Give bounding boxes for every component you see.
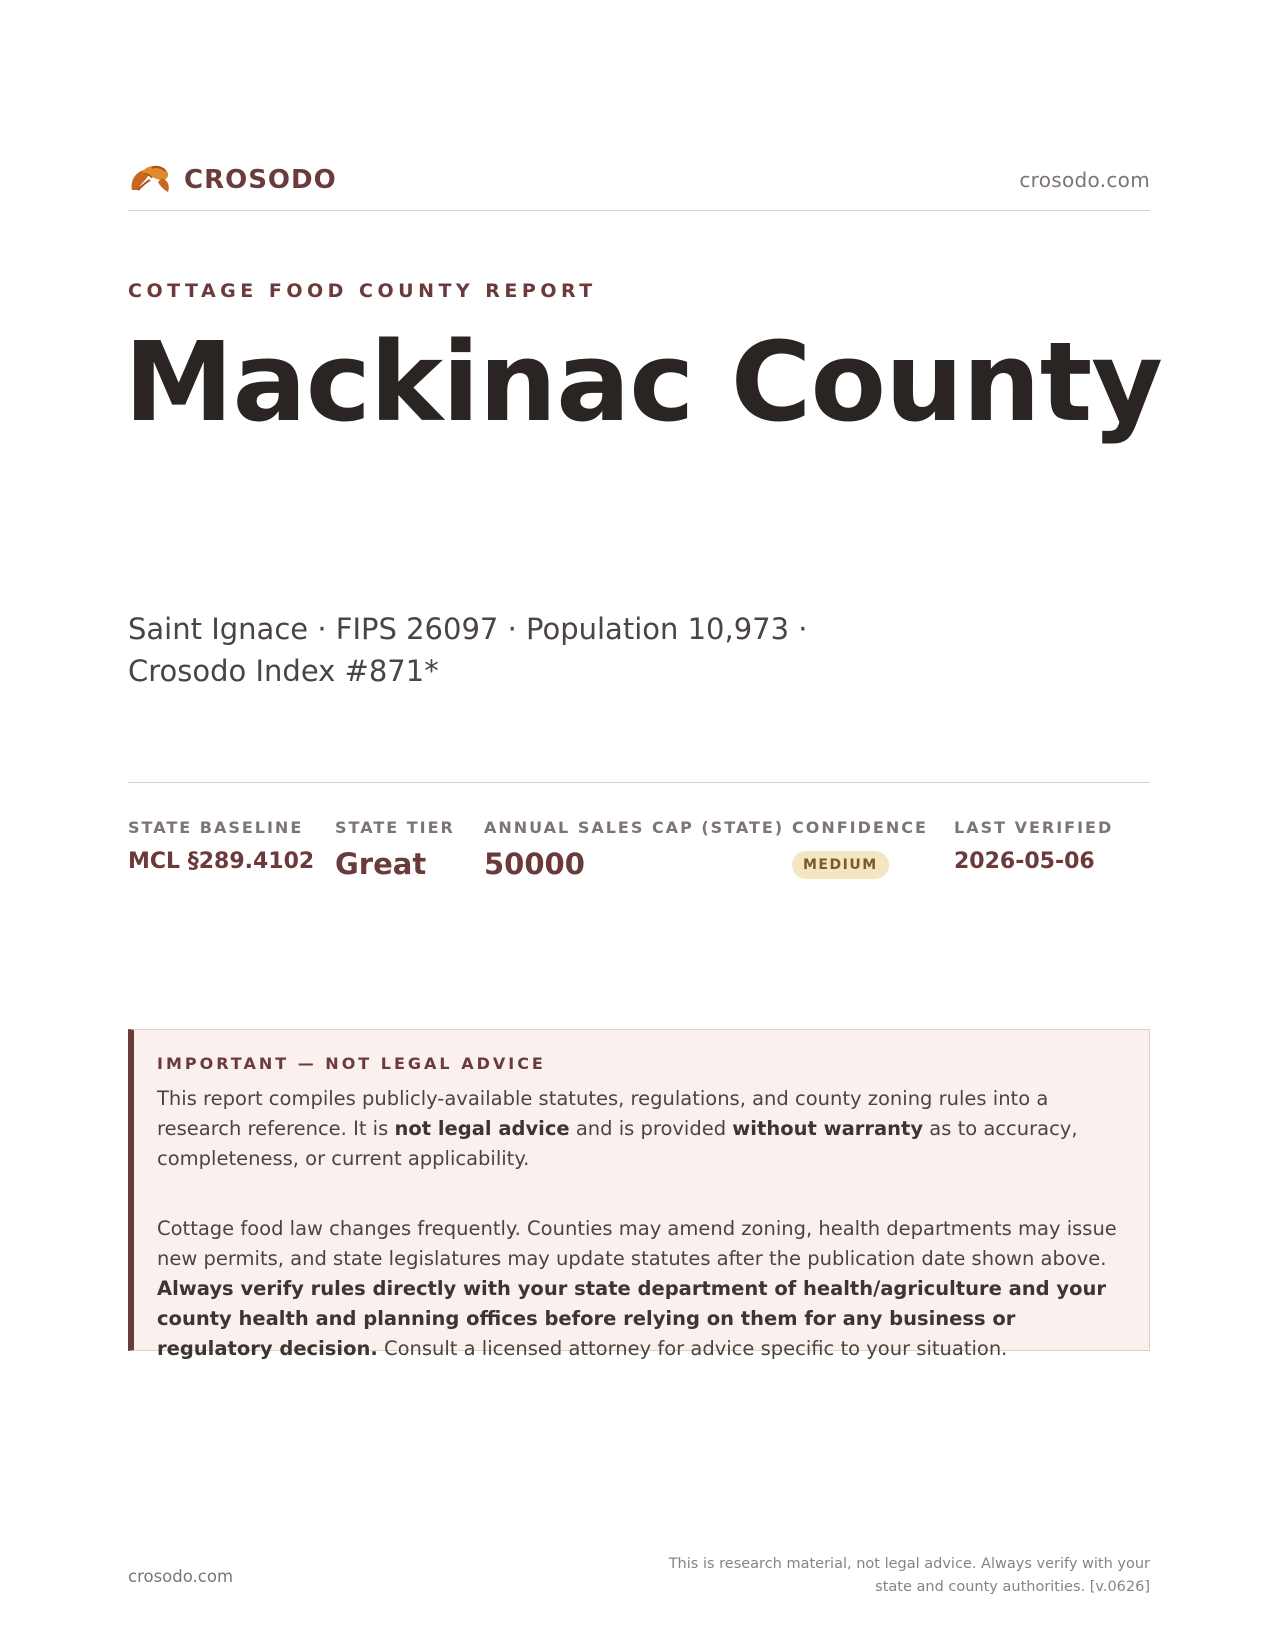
stats-divider xyxy=(128,782,1150,783)
notice-text: This report compiles publicly-available statutes, regulations, and county zoning rules into a research reference. It is xyxy=(157,1087,1049,1140)
croissant-icon xyxy=(128,160,172,200)
notice-text: and is provided xyxy=(569,1117,733,1140)
site-url[interactable]: crosodo.com xyxy=(1019,168,1150,192)
notice-emphasis: without warranty xyxy=(732,1117,924,1140)
stat-label: STATE TIER xyxy=(335,818,455,837)
confidence-badge: MEDIUM xyxy=(792,851,889,879)
notice-emphasis: not legal advice xyxy=(394,1117,570,1140)
legal-notice xyxy=(128,1029,1150,1360)
county-subtitle: Saint Ignace · FIPS 26097 · Population 10,973 · Crosodo Index #871* xyxy=(128,612,808,688)
stat-label: ANNUAL SALES CAP (STATE) xyxy=(484,818,785,837)
report-page xyxy=(124,0,1163,1650)
notice-text: Consult a licensed attorney for advice specific to your situation. xyxy=(377,1337,1008,1360)
notice-emphasis: Always verify rules directly with your state department of health/agriculture and your county health and planning offices before relying on them for any business or regulatory decision. xyxy=(157,1277,1107,1360)
stat-value: 2026-05-06 xyxy=(954,849,1095,874)
stat-label: CONFIDENCE xyxy=(792,818,928,837)
brand-name[interactable]: CROSODO xyxy=(184,165,337,195)
stat-last-verified xyxy=(954,818,1113,874)
stat-state-tier xyxy=(335,818,455,881)
notice-paragraph-1 xyxy=(157,1084,1122,1174)
stat-label: LAST VERIFIED xyxy=(954,818,1114,837)
stat-label: STATE BASELINE xyxy=(128,818,304,837)
header-divider xyxy=(128,210,1150,211)
stats-row xyxy=(128,818,1150,898)
notice-text: Cottage food law changes frequently. Counties may amend zoning, health departments may issue new permits, and state legislatures may update statutes after the publication date shown above. xyxy=(157,1217,1117,1270)
stat-value: Great xyxy=(335,847,427,881)
stat-value: 50000 xyxy=(484,847,585,881)
page-title: Mackinac County xyxy=(124,318,1163,446)
notice-heading: IMPORTANT — NOT LEGAL ADVICE xyxy=(157,1054,546,1073)
page-header xyxy=(128,160,1150,200)
stat-annual-sales-cap xyxy=(484,818,784,881)
stat-value: MCL §289.4102 xyxy=(128,849,315,874)
stat-state-baseline xyxy=(128,818,314,874)
notice-text: as to accuracy, completeness, or current applicability. xyxy=(157,1117,1078,1170)
notice-paragraph-2 xyxy=(157,1214,1122,1364)
footer-disclaimer: This is research material, not legal advice. Always verify with your state and county authorities. [v.0626] xyxy=(668,1556,1150,1595)
report-eyebrow: COTTAGE FOOD COUNTY REPORT xyxy=(128,280,597,302)
stat-confidence xyxy=(792,818,928,879)
footer-site-url[interactable]: crosodo.com xyxy=(128,1567,234,1586)
